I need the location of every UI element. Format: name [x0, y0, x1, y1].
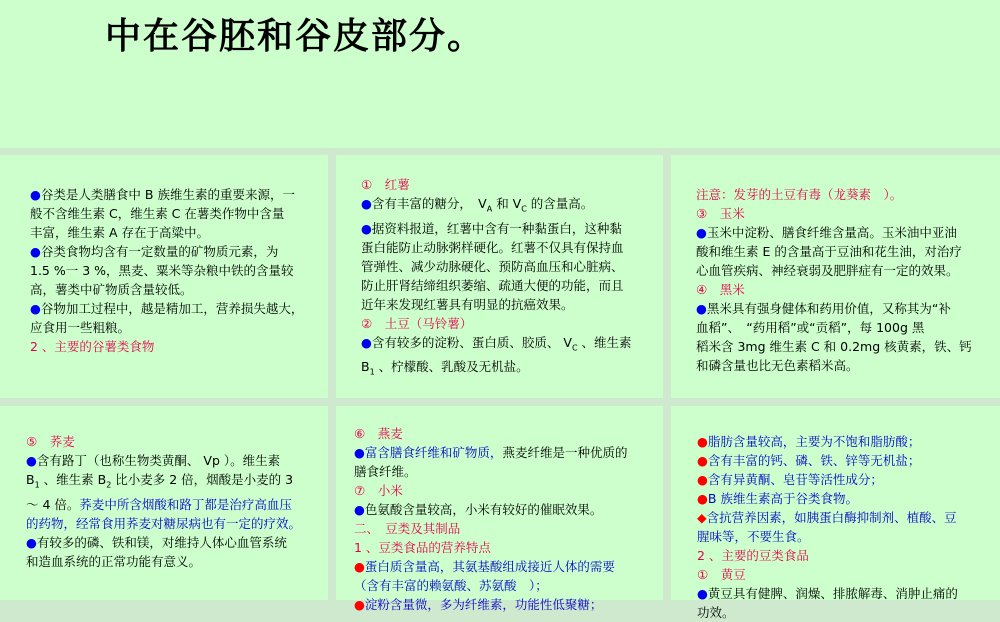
panel-bean-features: [671, 406, 1000, 620]
paragraph-line: 近年来发现红薯具有明显的抗癌效果。: [361, 296, 574, 312]
paragraph-line: ●富含膳食纤维和矿物质，燕麦纤维是一种优质的: [354, 445, 628, 460]
panel-corn-black-rice: [671, 155, 1000, 398]
section-heading: 1 、豆类食品的营养特点: [354, 540, 491, 555]
paragraph-line: ●脂肪含量较高，主要为不饱和脂肪酸；: [697, 434, 921, 449]
panel-buckwheat: [0, 406, 328, 600]
diamond-bullet-icon: ◆: [697, 510, 707, 525]
bullet-icon: ●: [361, 196, 372, 211]
paragraph-line: ●谷物加工过程中，越是精加工，营养损失越大，: [30, 301, 304, 316]
paragraph-line: ●谷类是人类膳食中 B 族维生素的重要来源，一: [30, 187, 295, 202]
item-heading-oats: ⑥ 燕麦: [354, 426, 403, 441]
bullet-icon: ●: [354, 597, 365, 612]
bullet-icon: ●: [361, 220, 372, 236]
paragraph-line: 丰富，维生素 A 存在于高粱中。: [30, 225, 209, 240]
paragraph-line: ●B 族维生素高于谷类食物。: [697, 491, 858, 506]
paragraph-line: 和造血系统的正常功能有意义。: [26, 553, 202, 569]
panel-cereal-nutrients: [0, 155, 328, 398]
section-heading: 二、 豆类及其制品: [354, 521, 461, 536]
paragraph-line: 应食用一些粗粮。: [30, 320, 131, 335]
paragraph-line: 酸和维生素 E 的含量高于豆油和花生油，对治疗: [696, 244, 962, 259]
paragraph-line: 蛋白能防止动脉粥样硬化。红薯不仅具有保持血: [361, 239, 624, 255]
paragraph-line: ●淀粉含量微，多为纤维素，功能性低聚糖；: [354, 597, 603, 612]
panel-oats-millet-beans: [336, 406, 663, 612]
bullet-icon: ●: [30, 187, 41, 202]
bullet-icon: ●: [354, 559, 365, 574]
paragraph-line: 管弹性、减少动脉硬化、预防高血压和心脏病、: [361, 258, 624, 274]
bullet-icon: ●: [354, 445, 365, 460]
paragraph-line: 1.5 %一 3 %，黑麦、粟米等杂粮中铁的含量较: [30, 263, 294, 278]
bullet-icon: ●: [696, 225, 707, 240]
slide-title: 中在谷胚和谷皮部分。: [105, 16, 486, 57]
bullet-icon: ●: [696, 301, 707, 316]
paragraph-line: 功效。: [697, 605, 735, 620]
paragraph-line: ●玉米中淀粉、膳食纤维含量高。玉米油中亚油: [696, 225, 957, 240]
item-heading-corn: ③ 玉米: [696, 206, 745, 221]
bullet-icon: ●: [697, 586, 708, 601]
paragraph-line: ●含有异黄酮、皂苷等活性成分；: [697, 472, 883, 487]
bullet-icon: ●: [354, 502, 365, 517]
paragraph-line: ●含有较多的淀粉、蛋白质、胶质、 $V_C$ 、维生素: [361, 334, 632, 352]
paragraph-line: $B_1$ 、柠檬酸、乳酸及无机盐。: [361, 359, 529, 377]
paragraph-line: ●黑米具有强身健体和药用价值，又称其为“补: [696, 301, 951, 316]
paragraph-line: 腥味等，不要生食。: [697, 529, 810, 544]
paragraph-line: 心血管疾病、神经衰弱及肥胖症有一定的效果。: [696, 263, 959, 278]
bullet-icon: ●: [26, 453, 37, 468]
item-heading-soybean: ① 黄豆: [697, 567, 746, 582]
title-area: [0, 0, 1000, 148]
paragraph-line: ●黄豆具有健脾、润燥、排脓解毒、消肿止痛的: [697, 586, 958, 601]
paragraph-line: ●含有路丁（也称生物类黄酮、 Vp ）。维生素: [26, 453, 281, 468]
bullet-icon: ●: [697, 453, 708, 468]
bullet-icon: ●: [361, 334, 372, 350]
item-heading-potato: ② 土豆（马铃薯）: [361, 315, 473, 331]
bullet-icon: ●: [30, 301, 41, 316]
paragraph-line: 稻米含 3mg 维生素 C 和 0.2mg 核黄素，铁、钙: [696, 339, 972, 354]
item-heading-sweet-potato: ① 红薯: [361, 177, 410, 192]
paragraph-line: 和磷含量也比无色素稻米高。: [696, 358, 859, 373]
section-heading: 2 、主要的豆类食品: [697, 548, 809, 563]
bullet-icon: ●: [697, 472, 708, 487]
paragraph-line: ～ 4 倍。荞麦中所含烟酸和路丁都是治疗高血压: [26, 496, 292, 512]
paragraph-line: 的药物，经常食用荞麦对糖尿病也有一定的疗效。: [26, 515, 302, 531]
paragraph-line: 膳食纤维。: [354, 464, 417, 479]
paragraph-line: ●含有丰富的钙、磷、铁、锌等无机盐；: [697, 453, 921, 468]
paragraph-line: ●色氨酸含量较高，小米有较好的催眠效果。: [354, 502, 603, 517]
paragraph-line: 般不含维生素 C，维生素 C 在薯类作物中含量: [30, 206, 285, 221]
item-heading-black-rice: ④ 黑米: [696, 282, 745, 297]
item-heading-millet: ⑦ 小米: [354, 483, 403, 498]
bullet-icon: ●: [26, 534, 37, 550]
paragraph-line: 高，薯类中矿物质含量较低。: [30, 282, 193, 297]
bullet-icon: ●: [697, 434, 708, 449]
paragraph-line: ●含有丰富的糖分， $V_A$ 和 $V_C$ 的含量高。: [361, 196, 594, 214]
paragraph-line: 血稻”、 “药用稻”或“贡稻”，每 100g 黑: [696, 320, 925, 335]
panel-sweet-potato-potato: [336, 155, 663, 398]
warning-note: 注意：发芽的土豆有毒（龙葵素 ）。: [696, 187, 903, 202]
paragraph-line: $B_1$ 、维生素 $B_2$ 比小麦多 2 倍，烟酸是小麦的 3: [26, 472, 294, 490]
bullet-icon: ●: [30, 244, 41, 259]
paragraph-line: ◆含抗营养因素，如胰蛋白酶抑制剂、植酸、豆: [697, 510, 957, 525]
bullet-icon: ●: [697, 491, 708, 506]
paragraph-line: ●谷类食物均含有一定数量的矿物质元素，为: [30, 244, 279, 259]
paragraph-line: ●蛋白质含量高，其氨基酸组成接近人体的需要: [354, 559, 615, 574]
paragraph-line: ●有较多的磷、铁和镁，对维持人体心血管系统: [26, 534, 287, 550]
section-heading: 2 、主要的谷薯类食物: [30, 339, 155, 354]
paragraph-line: 防止肝肾结缔组织萎缩、疏通大便的功能，而且: [361, 277, 624, 293]
paragraph-line: ●据资料报道，红薯中含有一种黏蛋白，这种黏: [361, 220, 622, 236]
item-heading-buckwheat: ⑤ 荞麦: [26, 434, 75, 449]
paragraph-line: （含有丰富的赖氨酸、苏氨酸 ）；: [354, 578, 548, 593]
